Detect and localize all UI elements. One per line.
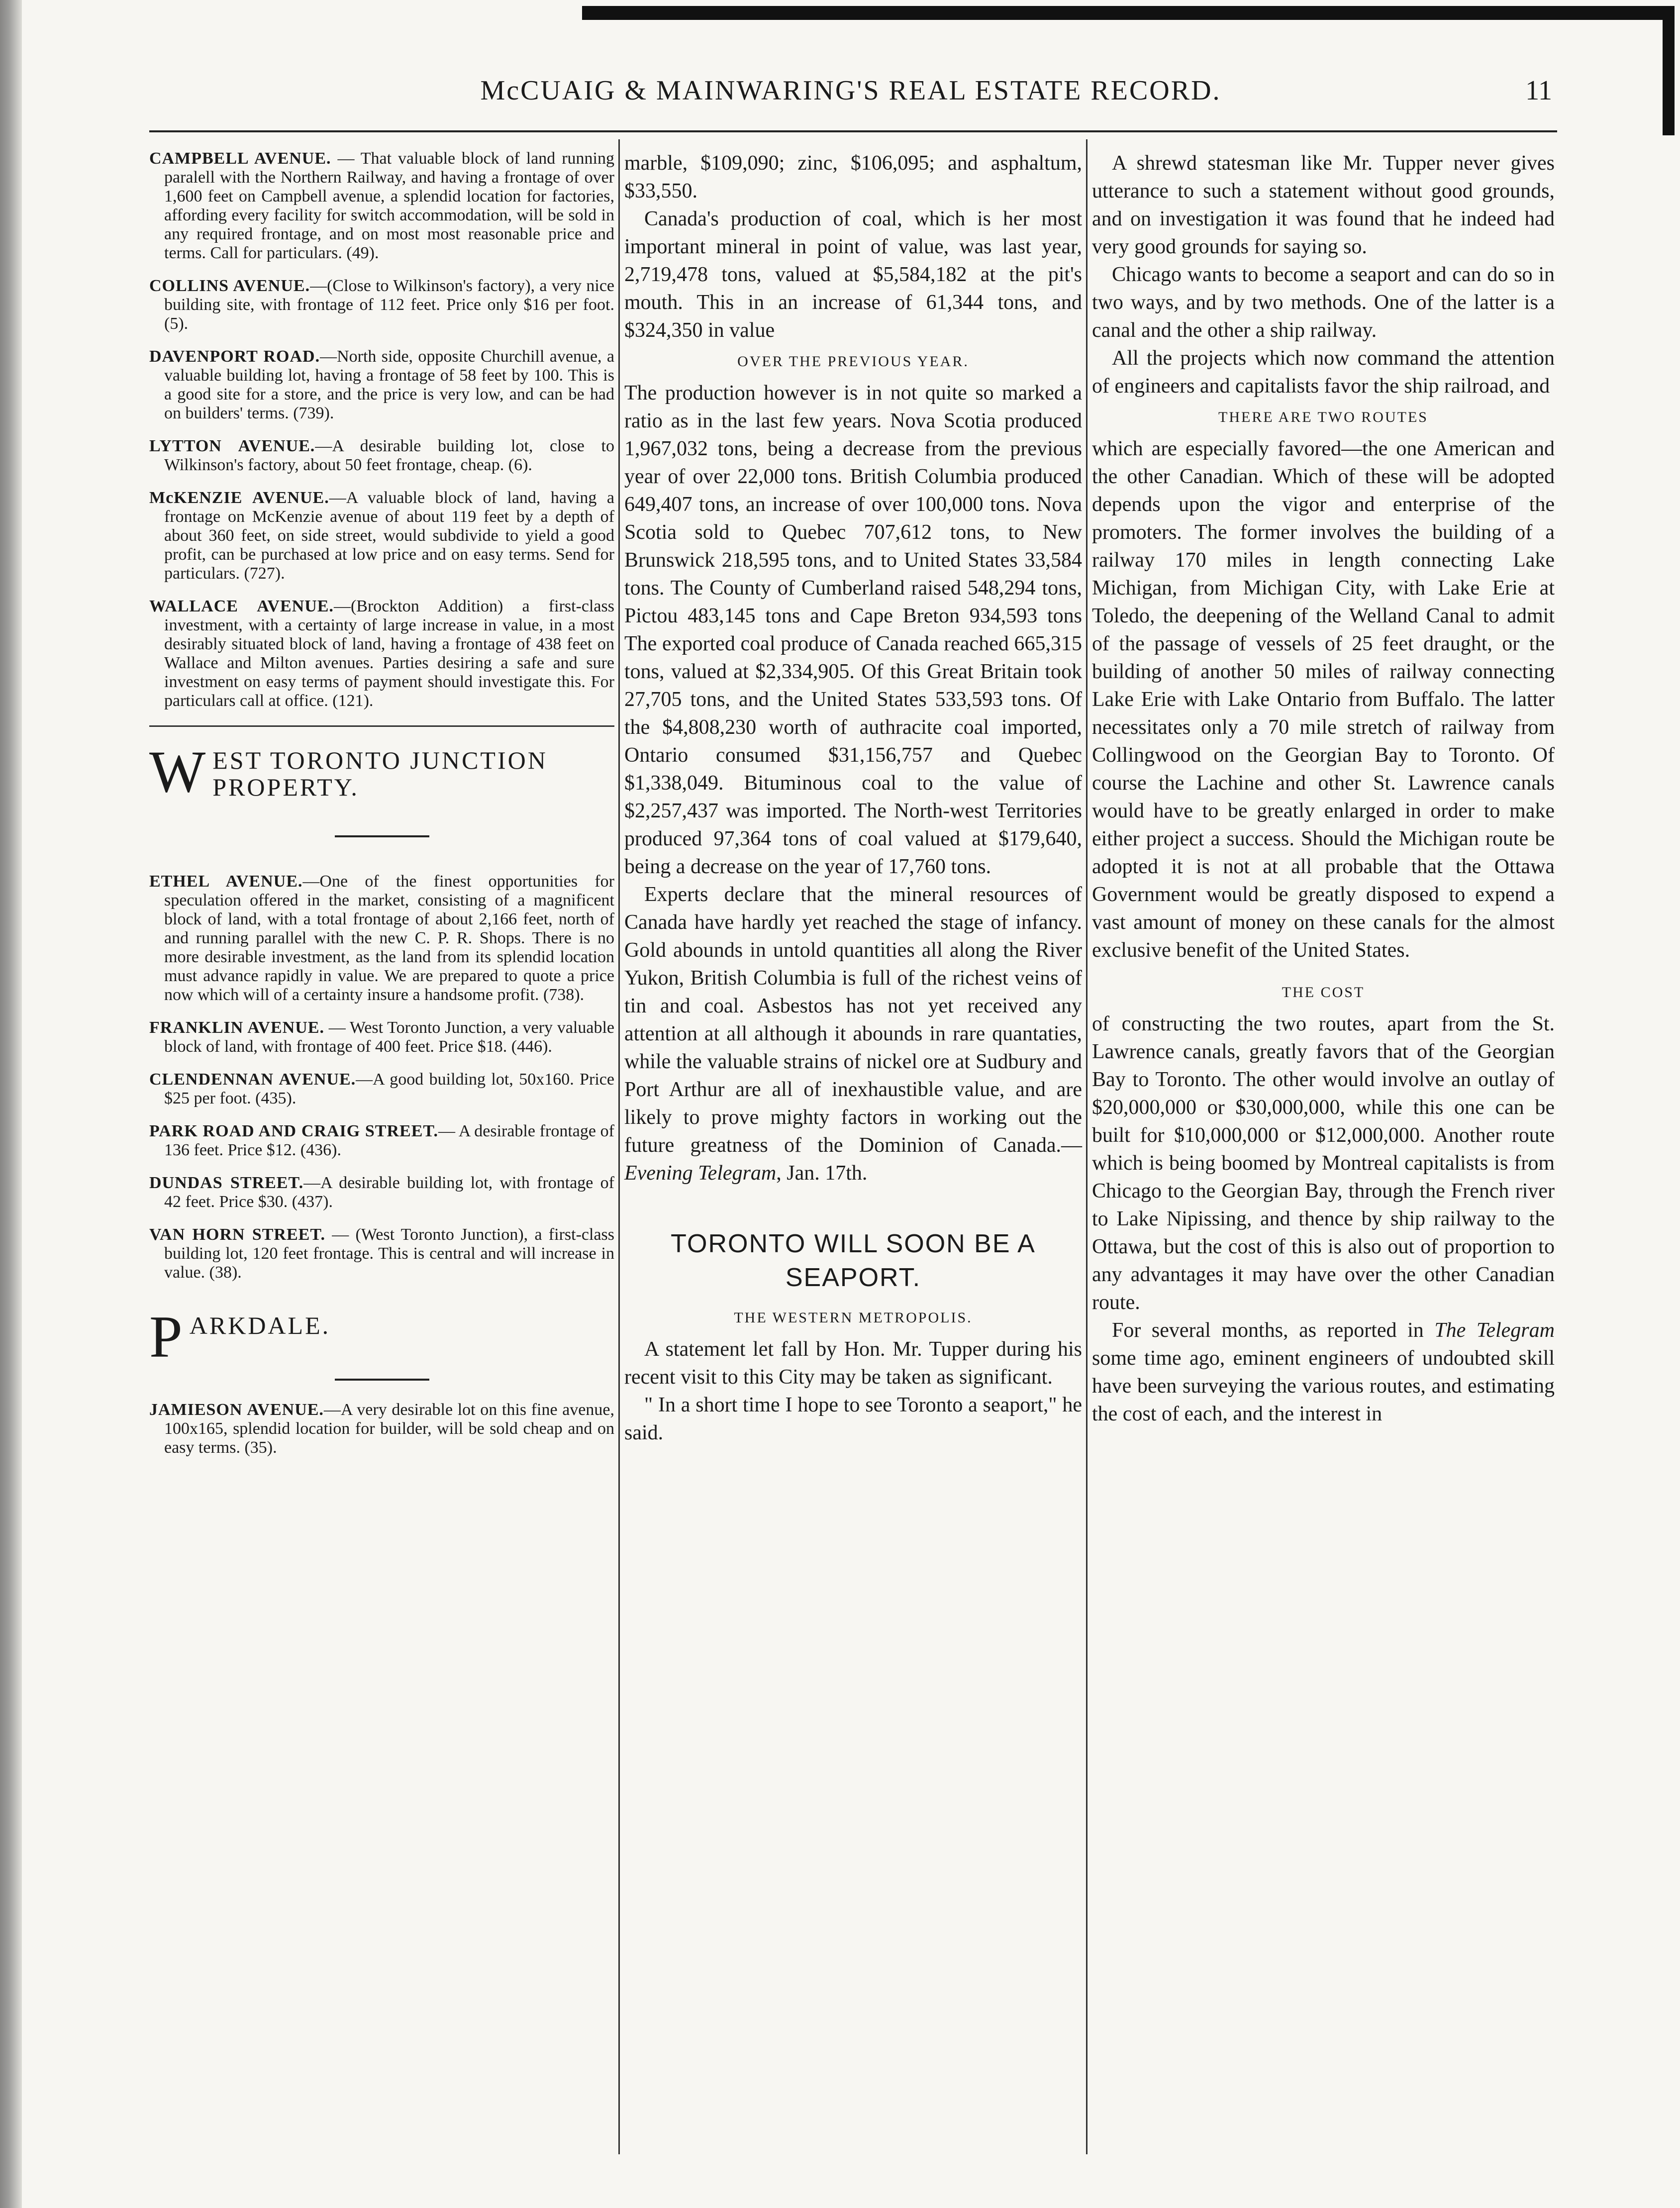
paragraph: The production however is in not quite so marked a ratio as in the last few years. Nova Scotia produced 1,967,032 tons, being a decrease from the previous year of over 22,000 tons. British Columbia produced 649,407 tons, an increase of over 100,000 tons. Nova Scotia sold to Quebec 707,612 tons, to New Brunswick 218,595 tons, and to United States 33,584 tons. The County of Cumberland raised 548,294 tons, Pictou 483,145 tons and Cape Breton 934,593 tons The exported coal produce of Canada reached 665,315 tons, valued at $2,334,905. Of this Great Britain took 27,705 tons, and the United States 533,593 tons. Of the $4,808,230 worth of authracite coal imported, Ontario consumed $31,156,757 and Quebec $1,338,049. Bituminous coal to the value of $2,257,437 was imported. The North-west Territories produced 97,364 tons of coal valued at $179,640, being a decrease on the year of 17,760 tons. <box>624 382 1082 878</box>
column-2-article <box>624 149 1082 1447</box>
page-header <box>149 75 1552 119</box>
column-1-listings <box>149 149 614 1471</box>
listing-item <box>149 1018 614 1056</box>
listing-text: —A good building lot, 50x160. Price $25 per foot. (435). <box>164 1070 614 1107</box>
article-headline: TORONTO WILL SOON BE A SEAPORT. <box>671 1229 1036 1292</box>
listing-item <box>149 1174 614 1211</box>
paragraph: of constructing the two routes, apart from the St. Lawrence canals, greatly favors that of the Georgian Bay to Toronto. The other would involve an outlay of $20,000,000 or $30,000,000, while this one can be built for $10,000,000 or $12,000,000. Another route which is being boomed by Montreal capitalists is from Chicago to the Georgian Bay, through the French river to Lake Nipissing, and thence by ship railway to the Ottawa, but the cost of this is also out of proportion to any advantages it may have over the other Canadian route. <box>1092 1012 1555 1314</box>
listing-text: —A very desirable lot on this fine avenue, 100x165, splendid location for builder, will be sold cheap and on easy terms. (35). <box>164 1401 614 1457</box>
listing-street: PARK ROAD AND CRAIG STREET. <box>149 1122 439 1140</box>
paragraph: Chicago wants to become a seaport and can do so in two ways, and by two methods. One of the latter is a canal and the other a ship railway. <box>1092 263 1555 342</box>
listing-item <box>149 1225 614 1282</box>
listing-item <box>149 277 614 333</box>
listing-street: WALLACE AVENUE. <box>149 597 334 615</box>
paragraph <box>1092 1316 1555 1428</box>
listing-street: CLENDENNAN AVENUE. <box>149 1070 356 1089</box>
listing-text: — (West Toronto Junction), a first-class building lot, 120 feet frontage. This is central and will increase in value. (38). <box>164 1225 614 1282</box>
listing-text: —One of the finest opportunities for speculation offered in the market, consisting of a magnificent block of land, with a total frontage of about 2,166 feet, north of and running parallel with the new C. P. R. Shops. There is no more desirable investment, as the land from its splendid location must advance rapidly in value. We are prepared to quote a price now which will of a certainty insure a handsome profit. (738). <box>164 872 614 1004</box>
listing-street: DAVENPORT ROAD. <box>149 347 320 366</box>
listing-text: —(Brockton Addition) a first-class investment, with a certainty of large increase in value, in a most desirably situated block of land, having a frontage of 438 feet on Wallace and Milton avenues. Parties desiring a safe and sure investment on easy terms of payment should investigate this. For particulars call at office. (121). <box>164 597 614 710</box>
paragraph: A shrewd statesman like Mr. Tupper never gives utterance to such a statement without good grounds, and on investigation it was found that he indeed had very good grounds for saying so. <box>1092 152 1555 258</box>
short-divider <box>335 1379 429 1381</box>
paragraph: All the projects which now command the attention of engineers and capitalists favor the ship railroad, and <box>1092 347 1555 398</box>
listing-item <box>149 1070 614 1108</box>
section-parkdale-heading <box>149 1304 614 1370</box>
subheading: THE WESTERN METROPOLIS. <box>734 1309 973 1326</box>
scan-left-edge <box>0 0 22 2208</box>
listing-street: CAMPBELL AVENUE. <box>149 149 331 168</box>
paragraph-text: Experts declare that the mineral resources of Canada have hardly yet reached the stage of infancy. Gold abounds in untold quantities all along the River Yukon, British Columbia is full of the richest veins of tin and coal. Asbestos has not yet received any attention at all although it abounds in rare quantaties, while the valuable strains of nickel ore at Sudbury and Port Arthur are all of inexhaustible value, and are likely to prove mighty factors in working out the future greatness of the Dominion of Canada.— <box>624 883 1082 1157</box>
paragraph: which are especially favored—the one American and the other Canadian. Which of these will be adopted depends upon the vigor and enterprise of the promoters. The former involves the building of a railway 170 miles in length connecting Lake Michigan, from Michigan City, with Lake Erie at Toledo, the deepening of the Welland Canal to admit of the passage of vessels of 25 feet draught, or the building of another 50 miles of railway connecting Lake Erie with Lake Ontario from Buffalo. The latter necessitates only a 70 mile stretch of railway from Collingwood on the Georgian Bay to Toronto. Of course the Lachine and other St. Lawrence canals would have to be greatly enlarged in order to make either project a success. Should the Michigan route be adopted it is not at all probable that the Ottawa Government would be greatly disposed to expend a vast amount of money on these canals for the almost exclusive benefit of the United States. <box>1092 437 1555 962</box>
right-border-rule <box>1663 6 1675 135</box>
source-credit: Evening Telegram <box>624 1162 777 1185</box>
header-divider <box>149 130 1557 132</box>
page-number: 11 <box>1525 75 1552 106</box>
column-3-article <box>1092 149 1555 1428</box>
section-west-toronto-heading <box>149 738 614 804</box>
listing-street: DUNDAS STREET. <box>149 1174 304 1192</box>
source-date: , Jan. 17th. <box>776 1162 868 1185</box>
listing-street: McKENZIE AVENUE. <box>149 489 329 507</box>
drop-cap: W <box>149 738 208 804</box>
listing-text: —A valuable block of land, having a frontage on McKenzie avenue of about 119 feet by a depth of about 360 feet, on side street, would subdivide to yield a good profit, can be purchased at low price and on easy terms. Send for particulars. (727). <box>164 489 614 583</box>
column-divider-1 <box>618 139 620 2154</box>
listing-item <box>149 1122 614 1160</box>
listing-street: FRANKLIN AVENUE. <box>149 1018 324 1037</box>
listing-item <box>149 149 614 263</box>
listing-street: VAN HORN STREET. <box>149 1225 325 1244</box>
subheading: OVER THE PREVIOUS YEAR. <box>737 353 969 370</box>
subheading: THE COST <box>1282 984 1365 1001</box>
listings-group-c <box>149 1401 614 1457</box>
listings-group-b <box>149 872 614 1282</box>
paragraph: A statement let fall by Hon. Mr. Tupper during his recent visit to this City may be taken as significant. <box>624 1338 1082 1389</box>
listing-item <box>149 347 614 423</box>
subheading: THERE ARE TWO ROUTES <box>1218 409 1428 425</box>
listing-text: — A desirable frontage of 136 feet. Price $12. (436). <box>164 1122 614 1159</box>
listing-street: ETHEL AVENUE. <box>149 872 303 891</box>
page-title: McCUAIG & MAINWARING'S REAL ESTATE RECORD. <box>480 75 1221 106</box>
section-title: EST TORONTO JUNCTION PROPERTY. <box>212 746 548 801</box>
listings-group-a <box>149 149 614 710</box>
top-border-rule <box>582 6 1674 20</box>
listing-text: —(Close to Wilkinson's factory), a very nice building site, with frontage of 112 feet. Price only $16 per foot. (5). <box>164 277 614 333</box>
short-divider <box>335 835 429 837</box>
listing-item <box>149 1401 614 1457</box>
paragraph: " In a short time I hope to see Toronto a seaport," he said. <box>624 1394 1082 1444</box>
listing-text: —North side, opposite Churchill avenue, a valuable building lot, having a frontage of 58 feet by 100. This is a good site for a store, and the price is very low, and can be had on builders' terms. (739). <box>164 347 614 422</box>
section-divider <box>149 725 614 727</box>
listing-street: COLLINS AVENUE. <box>149 277 310 295</box>
paragraph-text: some time ago, eminent engineers of undoubted skill have been surveying the various routes, and estimating the cost of each, and the interest in <box>1092 1347 1555 1425</box>
section-title: ARKDALE. <box>189 1311 331 1339</box>
listing-text: —A desirable building lot, close to Wilkinson's factory, about 50 feet frontage, cheap. (6). <box>164 437 614 474</box>
drop-cap: P <box>149 1304 185 1370</box>
listing-street: JAMIESON AVENUE. <box>149 1401 324 1419</box>
listing-text: — That valuable block of land running paralell with the Northern Railway, and having a frontage of over 1,600 feet on Campbell avenue, a splendid location for factories, affording every facility for switch accommodation, will be sold in any required frontage, and on most most reasonable price and terms. Call for particulars. (49). <box>164 149 614 262</box>
paragraph <box>624 881 1082 1187</box>
column-divider-2 <box>1086 139 1087 2154</box>
listing-text: —A desirable building lot, with frontage of 42 feet. Price $30. (437). <box>164 1174 615 1211</box>
paragraph-text: For several months, as reported in <box>1112 1319 1435 1342</box>
listing-street: LYTTON AVENUE. <box>149 437 315 455</box>
listing-item <box>149 872 614 1004</box>
listing-item <box>149 437 614 475</box>
paragraph: Canada's production of coal, which is her most important mineral in point of value, was last year, 2,719,478 tons, valued at $5,584,182 at the pit's mouth. This in an increase of 61,344 tons, and $324,350 in value <box>624 207 1082 342</box>
source-credit: The Telegram <box>1434 1319 1555 1342</box>
paragraph: marble, $109,090; zinc, $106,095; and asphaltum, $33,550. <box>624 152 1082 202</box>
listing-item <box>149 489 614 583</box>
listing-text: — West Toronto Junction, a very valuable block of land, with frontage of 400 feet. Price $18. (446). <box>164 1018 614 1056</box>
listing-item <box>149 597 614 710</box>
